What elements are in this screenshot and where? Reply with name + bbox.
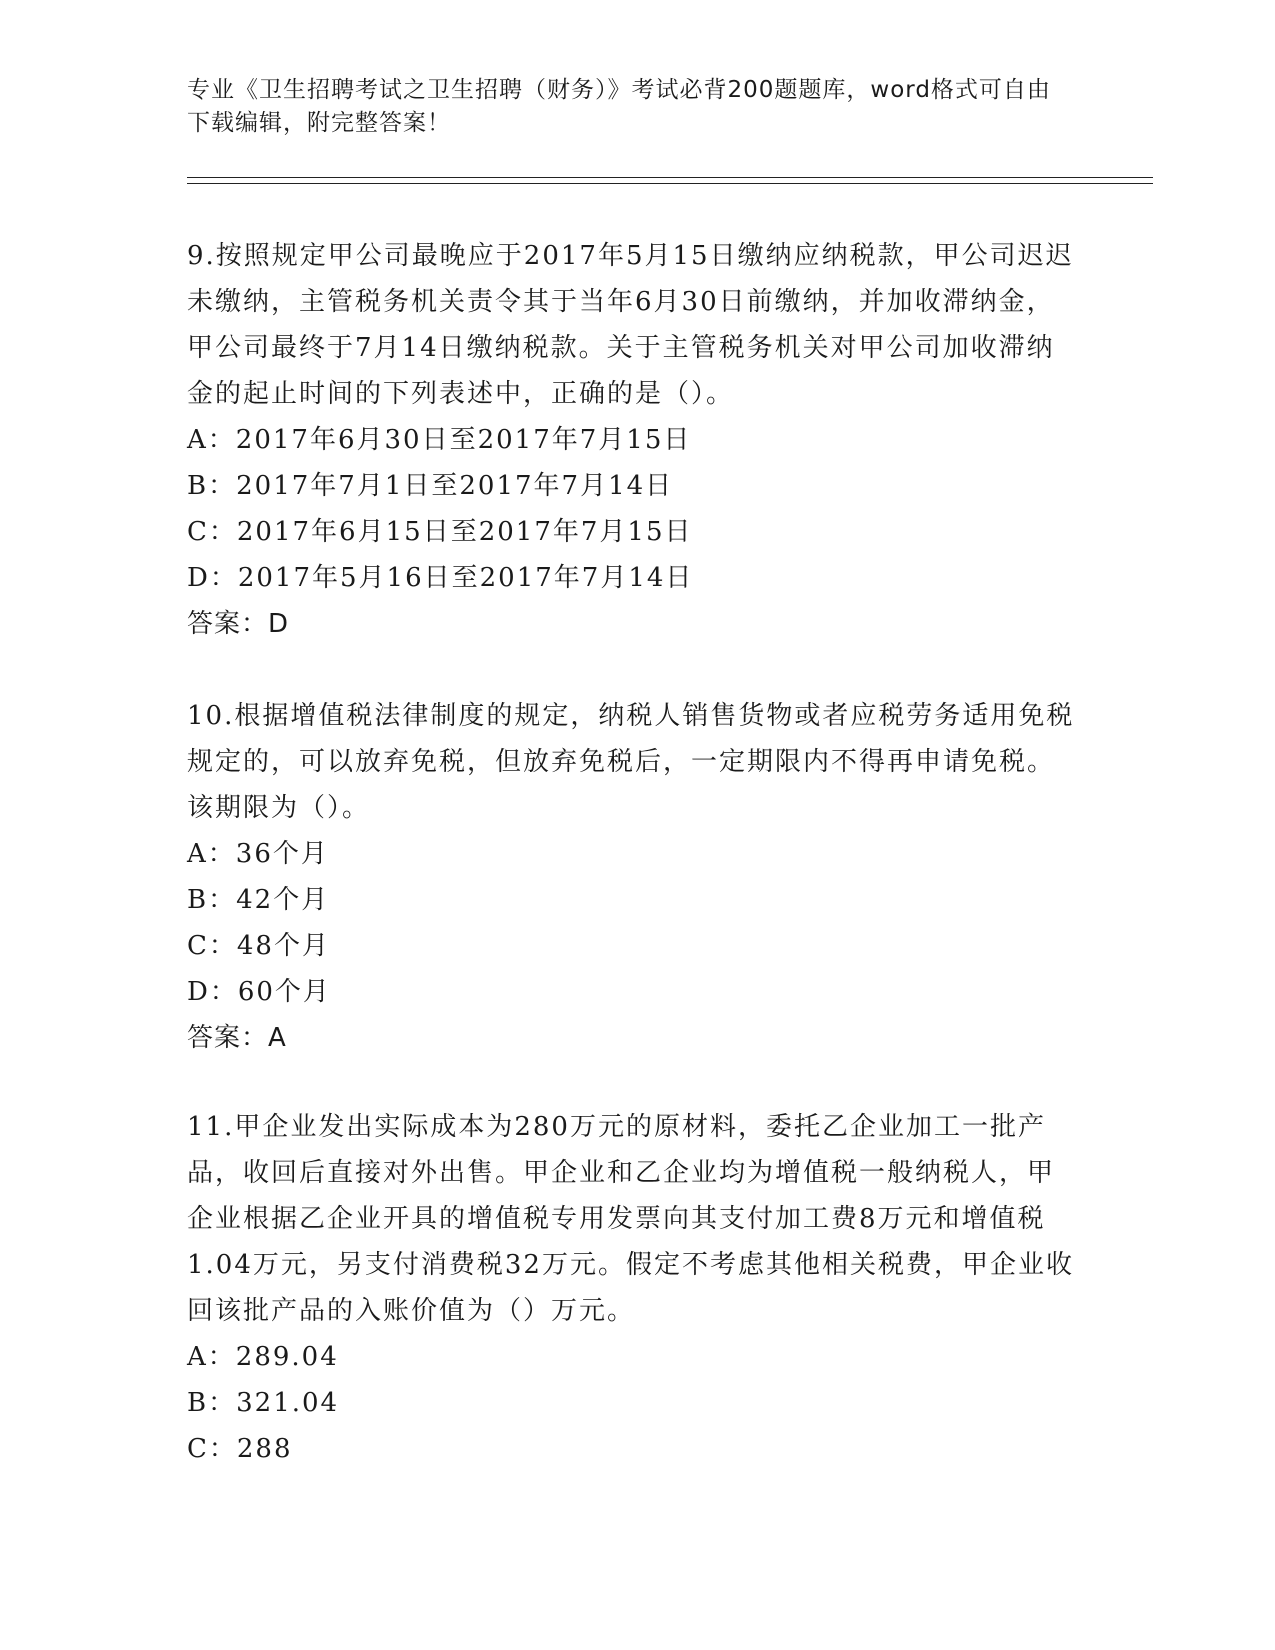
question-10 — [187, 693, 1077, 1061]
question-9 — [187, 233, 1077, 647]
question-11 — [187, 1104, 1077, 1472]
option-d: D：60个月 — [187, 977, 331, 1007]
option-c: C：48个月 — [187, 931, 330, 961]
header-divider-bottom — [187, 183, 1153, 184]
option-b: B：42个月 — [187, 885, 330, 915]
question-stem: 10.根据增值税法律制度的规定，纳税人销售货物或者应税劳务适用免税规定的，可以放弃免税，但放弃免税后，一定期限内不得再申请免税。该期限为（）。 — [187, 701, 1075, 823]
answer-line: 答案：A — [187, 1023, 287, 1053]
option-d: D：2017年5月16日至2017年7月14日 — [187, 563, 694, 593]
header-divider-top — [187, 177, 1153, 178]
option-c: C：288 — [187, 1434, 293, 1464]
option-b: B：321.04 — [187, 1388, 340, 1418]
question-stem: 9.按照规定甲公司最晚应于2017年5月15日缴纳应纳税款，甲公司迟迟未缴纳，主管税务机关责令其于当年6月30日前缴纳，并加收滞纳金，甲公司最终于7月14日缴纳税款。关于主管税务机关对甲公司加收滞纳金的起止时间的下列表述中，正确的是（）。 — [187, 241, 1074, 409]
question-stem: 11.甲企业发出实际成本为280万元的原材料，委托乙企业加工一批产品，收回后直接对外出售。甲企业和乙企业均为增值税一般纳税人，甲企业根据乙企业开具的增值税专用发票向其支付加工费8万元和增值税1.04万元，另支付消费税32万元。假定不考虑其他相关税费，甲企业收回该批产品的入账价值为（）万元。 — [187, 1112, 1074, 1326]
option-a: A：2017年6月30日至2017年7月15日 — [187, 425, 692, 455]
document-header: 专业《卫生招聘考试之卫生招聘（财务）》考试必背200题题库，word格式可自由下载编辑，附完整答案！ — [187, 77, 1051, 136]
option-a: A：289.04 — [187, 1342, 339, 1372]
option-b: B：2017年7月1日至2017年7月14日 — [187, 471, 674, 501]
option-c: C：2017年6月15日至2017年7月15日 — [187, 517, 693, 547]
option-a: A：36个月 — [187, 839, 329, 869]
answer-line: 答案：D — [187, 609, 290, 639]
